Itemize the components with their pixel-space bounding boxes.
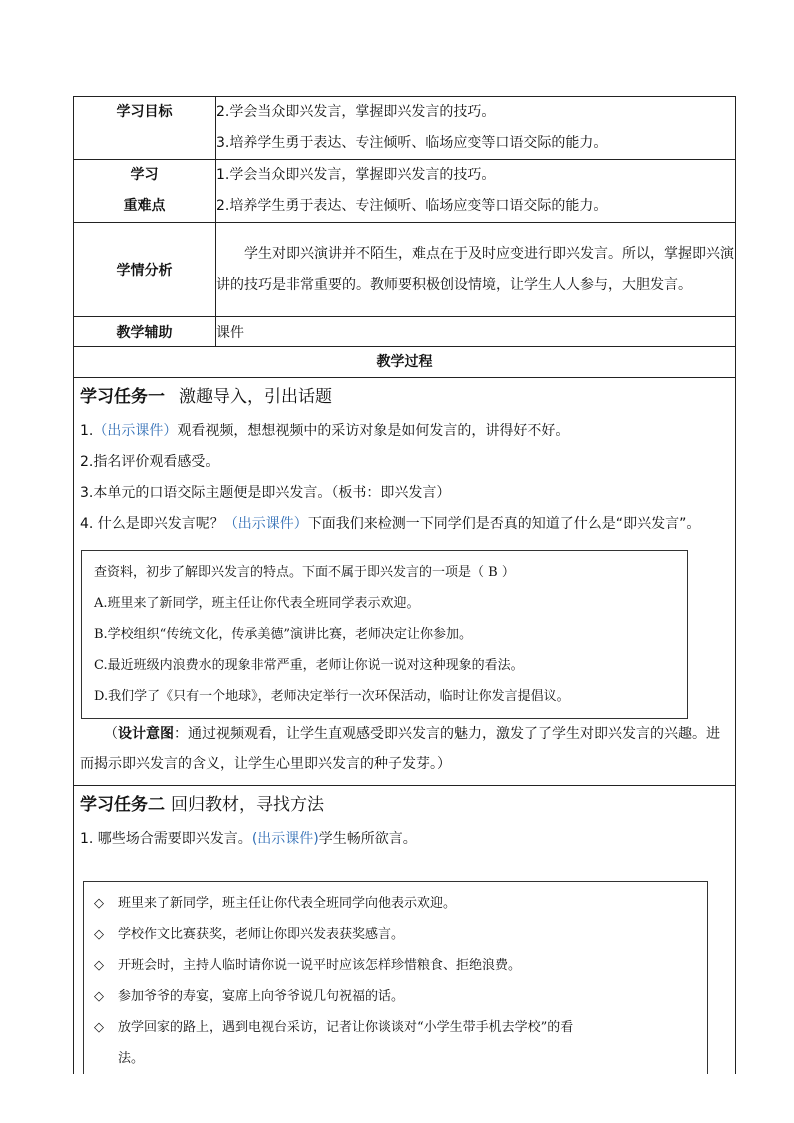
task-2-line-1 [74,824,735,855]
task-1-line-4 [74,509,735,540]
show-courseware-note: （出示课件） [223,516,308,532]
label-teaching-aids: 教学辅助 [74,317,216,347]
teaching-aids-value: 课件 [216,317,736,347]
row-task-2 [74,786,736,1075]
task-1-line-1 [74,416,735,447]
occasion-item-continuation: 法。 [118,1051,145,1066]
occasion-item [94,950,699,981]
occasion-item [94,919,699,950]
occasion-text: 参加爷爷的寿宴，宴席上向爷爷说几句祝福的话。 [118,989,405,1004]
row-student-analysis [74,223,736,317]
task-1-title: 学习任务一 [80,387,165,407]
show-courseware-note: (出示课件) [251,831,319,847]
design-intent [74,719,735,785]
goal-line-3: 3.培养学生勇于表达、专注倾听、临场应变等口语交际的能力。 [216,135,608,151]
occasion-item [94,981,699,1012]
design-intent-text: ：通过视频观看，让学生直观感受即兴发言的魅力，激发了了学生对即兴发言的兴趣。进而揭示即兴发言的含义，让学生心里即兴发言的种子发芽。） [80,726,720,772]
student-analysis-text: 学生对即兴演讲并不陌生，难点在于及时应变进行即兴发言。所以，掌握即兴演讲的技巧是非常重要的。教师要积极创设情境，让学生人人参与，大胆发言。 [216,245,734,293]
occasion-text: 放学回家的路上，遇到电视台采访，记者让你谈谈对“小学生带手机去学校”的看 [118,1020,574,1035]
occasion-list-box [83,881,708,1074]
label-student-analysis: 学情分析 [74,223,216,317]
task-1-line-1-text: 观看视频，想想视频中的采访对象是如何发言的，讲得好不好。 [177,423,570,439]
diamond-bullet-icon: ◇ [94,896,104,911]
row-process-title [74,347,736,378]
label-difficulties-line1: 学习 [130,167,159,183]
lesson-plan-page [73,96,736,1074]
task-1-line-2: 2.指名评价观看感受。 [80,454,220,470]
occasion-text: 班里来了新同学，班主任让你代表全班同学向他表示欢迎。 [118,896,457,911]
difficulty-line-1: 1.学会当众即兴发言，掌握即兴发言的技巧。 [216,167,496,183]
task-1-subtitle: 激趣导入，引出话题 [179,387,332,407]
task-2-line-1-prefix: 1. 哪些场合需要即兴发言。 [80,831,252,847]
lesson-plan-table [73,96,736,1074]
occasion-text: 开班会时，主持人临时请你说一说平时应该怎样珍惜粮食、拒绝浪费。 [118,958,522,973]
diamond-bullet-icon: ◇ [94,958,104,973]
label-difficulties-line2: 重难点 [123,198,166,214]
row-key-difficulties [74,160,736,223]
task-2-title: 学习任务二 [80,795,165,815]
show-courseware-note: （出示课件） [93,423,178,439]
learning-goals-content [216,97,736,160]
task-2-heading [74,786,735,824]
task-1-line-1-prefix: 1. [80,423,94,439]
task-2-cell [74,786,736,1075]
difficulty-line-2: 2.培养学生勇于表达、专注倾听、临场应变等口语交际的能力。 [216,198,608,214]
occasion-item [94,1012,699,1043]
label-key-difficulties [74,160,216,223]
design-open-paren: （ [104,726,118,742]
row-learning-goals [74,97,736,160]
label-learning-goals: 学习目标 [74,97,216,160]
diamond-bullet-icon: ◇ [94,927,104,942]
task-1-line-4-prefix: 4. 什么是即兴发言呢？ [80,516,224,532]
design-intent-label: 设计意图 [118,726,174,742]
occasion-item [94,888,699,919]
quiz-option-d: D.我们学了《只有一个地球》，老师决定举行一次环保活动，临时让你发言提倡议。 [94,689,570,704]
quiz-box [81,550,688,719]
quiz-option-a: A.班里来了新同学，班主任让你代表全班同学表示欢迎。 [94,596,420,611]
task-1-cell [74,378,736,786]
task-1-line-3: 3.本单元的口语交际主题便是即兴发言。（板书：即兴发言） [80,485,451,501]
row-teaching-aids [74,317,736,347]
task-2-line-1-text: 学生畅所欲言。 [318,831,417,847]
row-task-1 [74,378,736,786]
key-difficulties-content [216,160,736,223]
task-2-subtitle: 回归教材，寻找方法 [171,795,324,815]
diamond-bullet-icon: ◇ [94,1020,104,1035]
occasion-text: 学校作文比赛获奖，老师让你即兴发表获奖感言。 [118,927,405,942]
quiz-option-b: B.学校组织“传统文化，传承美德”演讲比赛，老师决定让你参加。 [94,627,472,642]
quiz-question: 查资料，初步了解即兴发言的特点。下面不属于即兴发言的一项是（ B ） [94,565,515,580]
quiz-option-c: C.最近班级内浪费水的现象非常严重，老师让你说一说对这种现象的看法。 [94,658,524,673]
diamond-bullet-icon: ◇ [94,989,104,1004]
teaching-process-title: 教学过程 [74,347,736,378]
student-analysis-content [216,223,736,317]
task-1-heading [74,378,735,416]
task-1-line-4-text: 下面我们来检测一下同学们是否真的知道了什么是“即兴发言”。 [307,516,701,532]
goal-line-2: 2.学会当众即兴发言，掌握即兴发言的技巧。 [216,104,496,120]
